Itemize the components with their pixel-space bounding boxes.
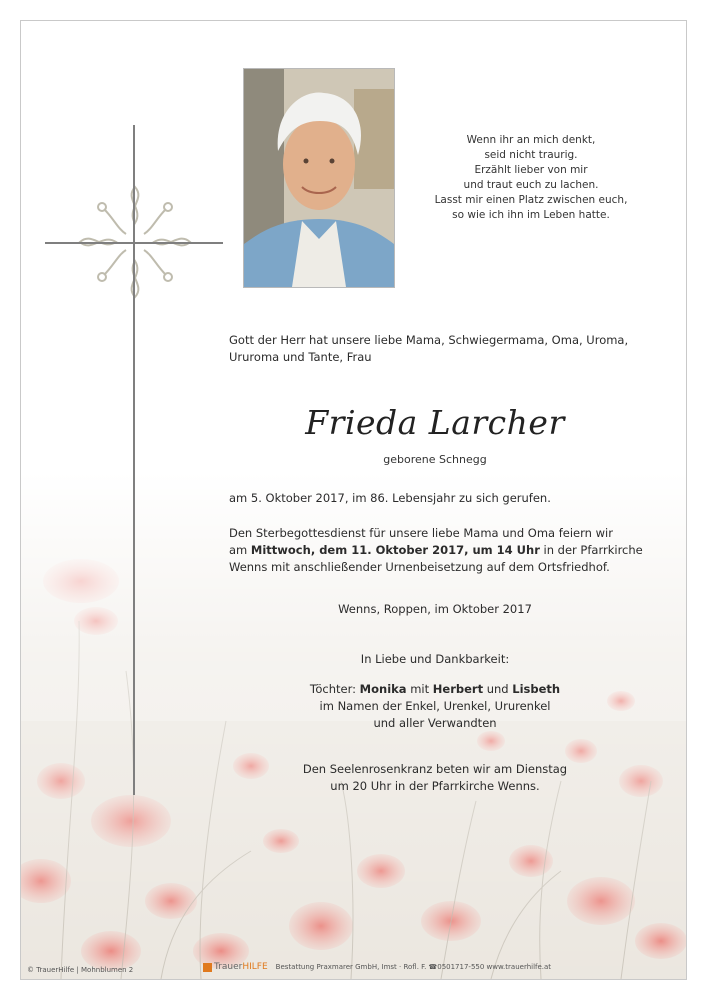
- family-name: Lisbeth: [512, 682, 561, 696]
- family-connector: mit: [406, 682, 433, 696]
- cross-horizontal-bar: [45, 242, 223, 244]
- funeral-date: Mittwoch, dem 11. Oktober 2017, um 14 Uhr: [250, 543, 540, 557]
- poem-line: Wenn ihr an mich denkt,: [466, 134, 596, 146]
- family-prefix: Töchter:: [309, 682, 360, 696]
- obituary-card: [20, 20, 687, 980]
- intro-text: [229, 332, 641, 366]
- closing-text: In Liebe und Dankbarkeit:: [360, 652, 510, 666]
- family-name: Herbert: [432, 682, 484, 696]
- logo-text-part1: Trauer: [214, 962, 243, 972]
- rosary-line: Den Seelenrosenkranz beten wir am Dienstag: [302, 762, 568, 776]
- maiden-name: geborene Schnegg: [383, 453, 487, 466]
- cross-vertical-bar: [133, 125, 135, 795]
- trauerhilfe-logo-icon: [203, 963, 212, 972]
- footer-info: Bestattung Praxmarer GmbH, Imst · Rofl. F. ☎0501717-550 www.trauerhilfe.at: [275, 963, 552, 971]
- death-notice: am 5. Oktober 2017, im 86. Lebensjahr zu sich gerufen.: [229, 491, 551, 505]
- family-name: Monika: [359, 682, 407, 696]
- funeral-line: Den Sterbegottesdienst für unsere liebe Mama und Oma feiern wir: [229, 526, 613, 540]
- funeral-line: Wenns mit anschließender Urnenbeisetzung auf dem Ortsfriedhof.: [229, 560, 610, 574]
- intro-line: Ururoma und Tante, Frau: [229, 350, 372, 364]
- poem-line: seid nicht traurig.: [484, 149, 578, 161]
- place-date: Wenns, Roppen, im Oktober 2017: [338, 602, 532, 616]
- poem-line: Erzählt lieber von mir: [474, 164, 588, 176]
- family-connector: und: [483, 682, 513, 696]
- funeral-prefix: am: [229, 543, 251, 557]
- footer-copyright: © TrauerHilfe | Mohnblumen 2: [27, 966, 134, 974]
- family-line: und aller Verwandten: [373, 716, 497, 730]
- poem: [406, 133, 656, 223]
- footer-logo: [203, 962, 551, 972]
- family-signatures: [229, 681, 641, 732]
- rosary-info: [229, 761, 641, 795]
- family-line: im Namen der Enkel, Urenkel, Ururenkel: [319, 699, 551, 713]
- funeral-suffix: in der Pfarrkirche: [539, 543, 643, 557]
- rosary-line: um 20 Uhr in der Pfarrkirche Wenns.: [330, 779, 540, 793]
- poem-line: und traut euch zu lachen.: [463, 179, 599, 191]
- family-line: [229, 681, 641, 698]
- poem-line: so wie ich ihn im Leben hatte.: [452, 209, 610, 221]
- funeral-line: [229, 542, 641, 559]
- funeral-info: [229, 525, 641, 576]
- intro-line: Gott der Herr hat unsere liebe Mama, Schwiegermama, Oma, Uroma,: [229, 333, 629, 347]
- poem-line: Lasst mir einen Platz zwischen euch,: [434, 194, 628, 206]
- deceased-name: Frieda Larcher: [305, 403, 565, 442]
- logo-text-part2: HILFE: [242, 962, 268, 972]
- portrait-photo: [243, 68, 395, 288]
- logo-text: [214, 962, 268, 972]
